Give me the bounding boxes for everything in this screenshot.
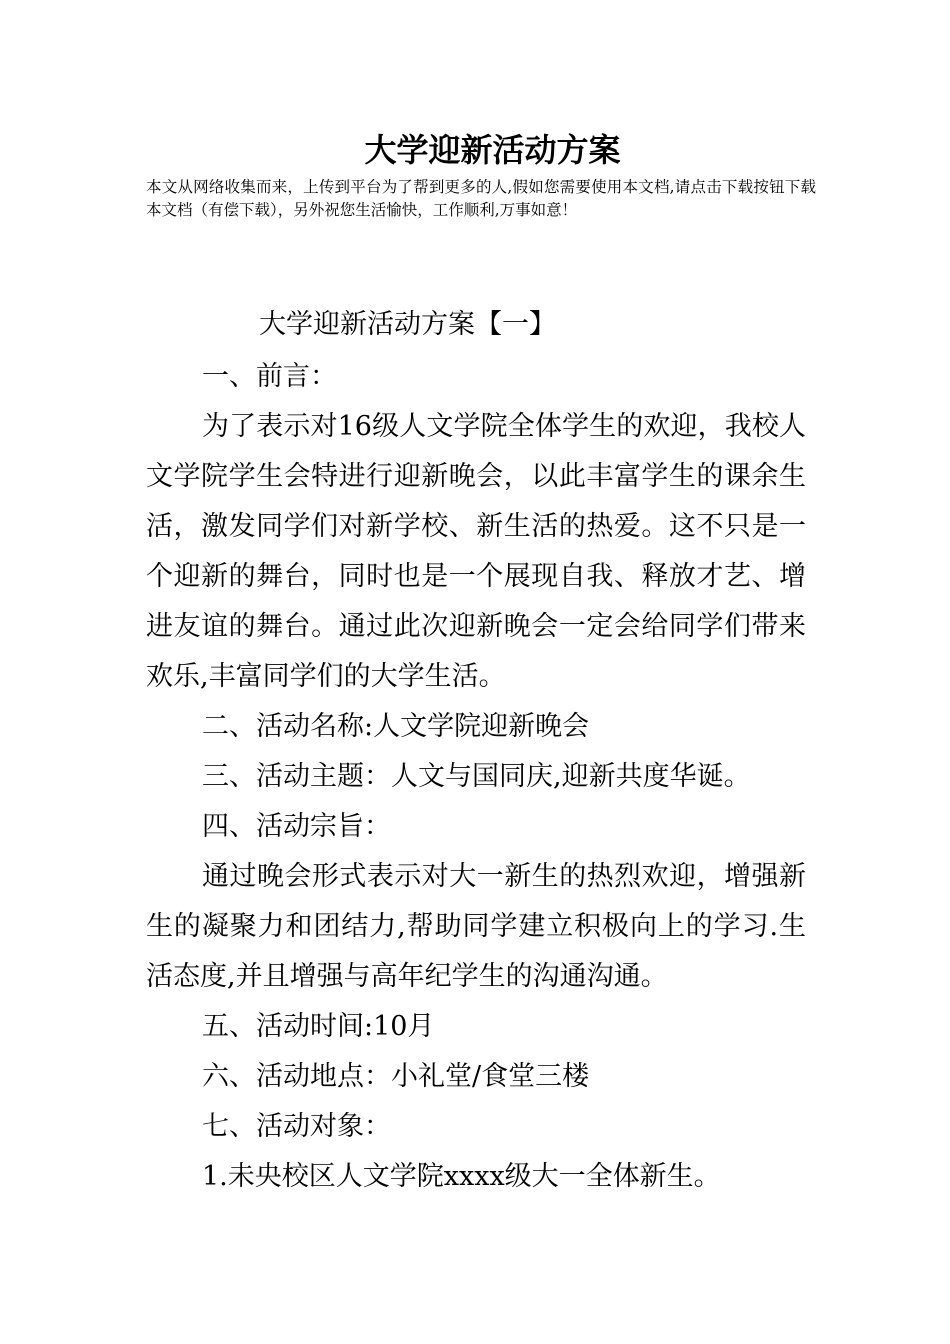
document-body <box>146 300 806 1202</box>
paragraph-audience-heading: 七、活动对象： <box>202 1111 391 1142</box>
paragraph-activity-time: 五、活动时间:10月 <box>202 1011 435 1042</box>
paragraph-purpose-heading: 四、活动宗旨： <box>202 811 391 842</box>
document-title: 大学迎新活动方案 <box>364 131 621 169</box>
paragraph-preface-body: 为了表示对16级人文学院全体学生的欢迎，我校人文学院学生会特进行迎新晚会，以此丰富学生的课余生活，激发同学们对新学校、新生活的热爱。这不只是一个迎新的舞台，同时也是一个展现自我、释放才艺、增进友谊的舞台。通过此次迎新晚会一定会给同学们带来欢乐,丰富同学们的大学生活。 <box>146 411 806 692</box>
paragraph-audience-item: 1.未央校区人文学院xxxx级大一全体新生。 <box>202 1161 721 1192</box>
paragraph-activity-name: 二、活动名称:人文学院迎新晚会 <box>202 711 590 742</box>
paragraph-activity-theme: 三、活动主题：人文与国同庆,迎新共度华诞。 <box>202 761 751 792</box>
intro-notice: 本文从网络收集而来，上传到平台为了帮到更多的人,假如您需要使用本文档,请点击下载按钮下载本文档（有偿下载），另外祝您生活愉快，工作顺利,万事如意！ <box>146 178 816 219</box>
paragraph-preface-heading: 一、前言： <box>202 361 337 392</box>
paragraph-activity-location: 六、活动地点：小礼堂/食堂三楼 <box>202 1061 590 1092</box>
section-title: 大学迎新活动方案【一】 <box>259 309 556 340</box>
paragraph-purpose-body: 通过晚会形式表示对大一新生的热烈欢迎，增强新生的凝聚力和团结力,帮助同学建立积极向上的学习.生活态度,并且增强与高年纪学生的沟通沟通。 <box>146 861 806 992</box>
